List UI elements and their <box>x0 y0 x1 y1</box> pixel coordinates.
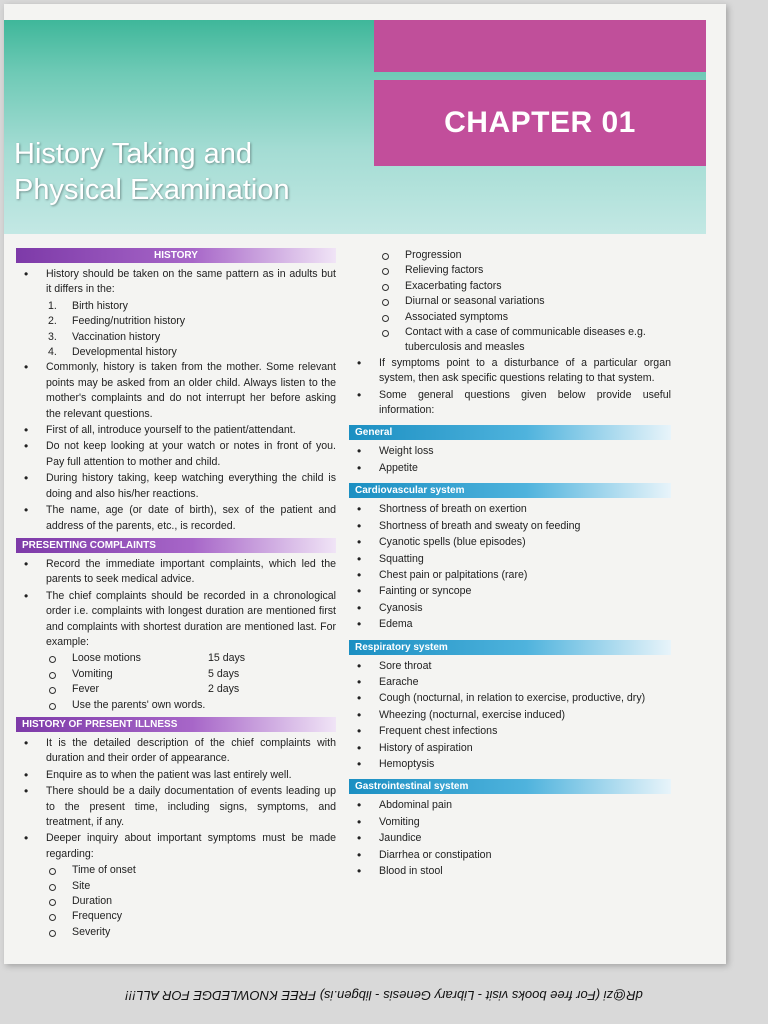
left-column <box>16 248 336 940</box>
list-item: • Diarrhea or constipation <box>349 848 671 863</box>
list-item: • Shortness of breath on exertion <box>349 502 671 517</box>
item-text: Birth history <box>72 299 128 312</box>
list-item: • Cyanosis <box>349 601 671 616</box>
list-item: • Fainting or syncope <box>349 584 671 599</box>
chapter-title-line-2: Physical Examination <box>14 174 290 206</box>
sub-item: Frequency <box>16 909 336 924</box>
chapter-label-box <box>374 80 706 166</box>
complaint-name: Fever <box>72 683 100 696</box>
footer-watermark: dR@zi (For free books visit - Library Genesis - libgen.is) FREE KNOWLEDGE FOR ALL!!! <box>125 988 643 1003</box>
list-item: • It is the detailed description of the chief complaints with duration and their order of appearance. <box>16 736 336 767</box>
list-item: • If symptoms point to a disturbance of a particular organ system, then ask specific questions relating to that system. <box>349 356 671 387</box>
example-complaint <box>16 651 336 666</box>
list-item: • Frequent chest infections <box>349 724 671 739</box>
list-item: • Cough (nocturnal, in relation to exercise, productive, dry) <box>349 691 671 706</box>
list-item: • Record the immediate important complaints, which led the parents to seek medical advice. <box>16 557 336 588</box>
list-item: • Wheezing (nocturnal, exercise induced) <box>349 708 671 723</box>
item-number: 2. <box>48 315 57 328</box>
list-item: • Sore throat <box>349 659 671 674</box>
example-complaint <box>16 667 336 682</box>
sub-item: Progression <box>349 248 671 263</box>
list-item: • Weight loss <box>349 444 671 459</box>
sub-item: Associated symptoms <box>349 310 671 325</box>
right-column <box>349 248 671 880</box>
section-heading-presenting-complaints: PRESENTING COMPLAINTS <box>16 538 336 553</box>
complaint-duration: 2 days <box>208 683 240 696</box>
list-item: • Enquire as to when the patient was last entirely well. <box>16 768 336 783</box>
list-item: • Appetite <box>349 461 671 476</box>
list-item: • Shortness of breath and sweaty on feeding <box>349 519 671 534</box>
list-item: • Blood in stool <box>349 864 671 879</box>
numbered-item <box>16 330 336 345</box>
numbered-item <box>16 299 336 314</box>
sub-item: Exacerbating factors <box>349 279 671 294</box>
sub-item: Diurnal or seasonal variations <box>349 294 671 309</box>
chapter-banner <box>4 20 706 234</box>
list-item: • Squatting <box>349 552 671 567</box>
sub-item: Duration <box>16 894 336 909</box>
item-text: Developmental history <box>72 346 177 359</box>
list-item: • Commonly, history is taken from the mother. Some relevant points may be asked from an older child. Always listen to the mother's complaints and do not interrupt her before asking the relevant questions. <box>16 360 336 422</box>
banner-accent-strip <box>374 20 706 72</box>
list-item: • Hemoptysis <box>349 757 671 772</box>
section-heading-history: HISTORY <box>16 248 336 263</box>
list-item: • There should be a daily documentation of events leading up to the present time, including signs, symptoms, and treatment, if any. <box>16 784 336 830</box>
list-item: • The name, age (or date of birth), sex of the patient and address of the parents, etc., is recorded. <box>16 503 336 534</box>
sub-item: Contact with a case of communicable diseases e.g. tuberculosis and measles <box>349 325 671 356</box>
section-heading-respiratory: Respiratory system <box>349 640 671 655</box>
complaint-name: Vomiting <box>72 667 113 680</box>
section-heading-present-illness: HISTORY OF PRESENT ILLNESS <box>16 717 336 732</box>
list-item: • Deeper inquiry about important symptoms must be made regarding: <box>16 831 336 862</box>
list-item: • During history taking, keep watching everything the child is doing and also his/her reactions. <box>16 471 336 502</box>
list-item: • Do not keep looking at your watch or notes in front of you. Pay full attention to mother and child. <box>16 439 336 470</box>
item-number: 4. <box>48 346 57 359</box>
sub-item: Severity <box>16 925 336 940</box>
item-text: Vaccination history <box>72 330 161 343</box>
sub-item: Time of onset <box>16 863 336 878</box>
section-heading-gastrointestinal: Gastrointestinal system <box>349 779 671 794</box>
list-item: • Vomiting <box>349 815 671 830</box>
chapter-label: CHAPTER 01 <box>444 106 636 139</box>
item-number: 1. <box>48 299 57 312</box>
list-item: • First of all, introduce yourself to the patient/attendant. <box>16 423 336 438</box>
sub-item: Relieving factors <box>349 263 671 278</box>
list-item: • Jaundice <box>349 831 671 846</box>
list-item: • History should be taken on the same pattern as in adults but it differs in the: <box>16 267 336 298</box>
list-item: • Cyanotic spells (blue episodes) <box>349 535 671 550</box>
list-item: • Abdominal pain <box>349 798 671 813</box>
list-item: • Earache <box>349 675 671 690</box>
section-heading-cardiovascular: Cardiovascular system <box>349 483 671 498</box>
section-heading-general: General <box>349 425 671 440</box>
sub-item: Use the parents' own words. <box>16 698 336 713</box>
sub-item: Site <box>16 879 336 894</box>
list-item: • Chest pain or palpitations (rare) <box>349 568 671 583</box>
list-item: • Edema <box>349 617 671 632</box>
chapter-title <box>14 136 374 208</box>
complaint-duration: 15 days <box>208 652 246 665</box>
item-text: Feeding/nutrition history <box>72 315 186 328</box>
item-number: 3. <box>48 330 57 343</box>
complaint-duration: 5 days <box>208 667 240 680</box>
list-item: • The chief complaints should be recorded in a chronological order i.e. complaints with longest duration are mentioned first and complaints with shortest duration are mentioned last. For example: <box>16 589 336 651</box>
example-complaint <box>16 682 336 697</box>
list-item: • Some general questions given below provide useful information: <box>349 388 671 419</box>
page <box>4 4 726 964</box>
chapter-title-line-1: History Taking and <box>14 138 253 170</box>
numbered-item <box>16 345 336 360</box>
complaint-name: Loose motions <box>72 652 141 665</box>
list-item: • History of aspiration <box>349 741 671 756</box>
numbered-item <box>16 314 336 329</box>
